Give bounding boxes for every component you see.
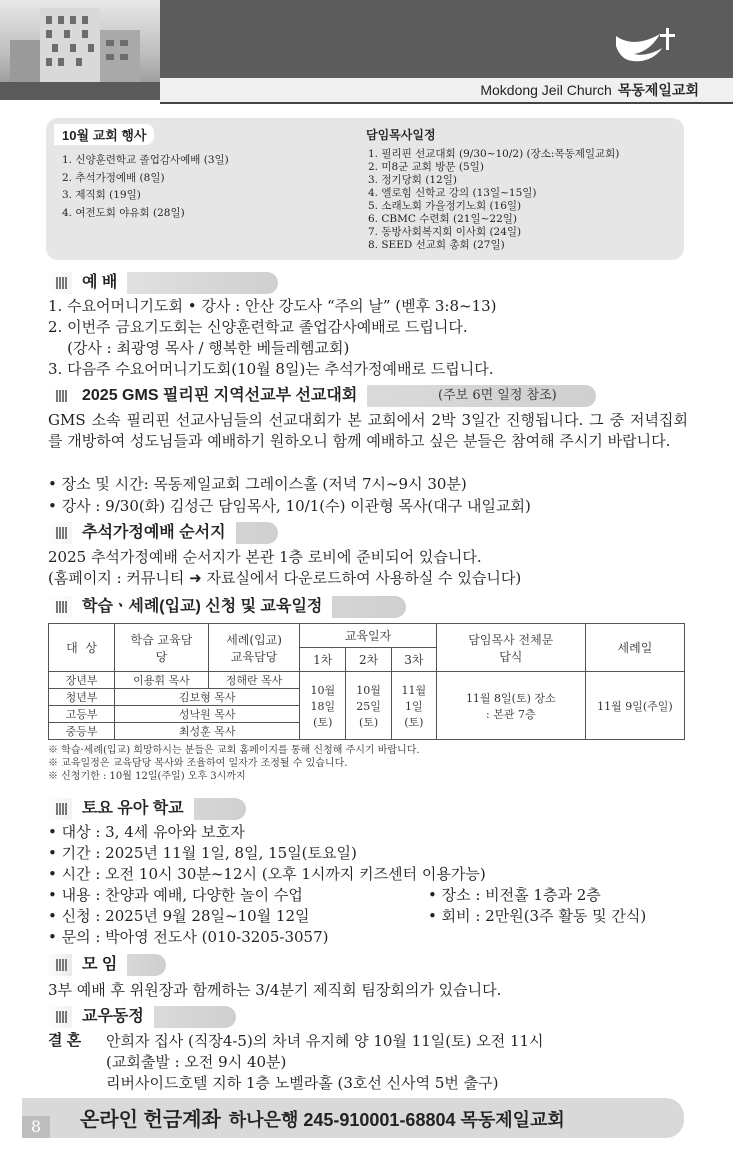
event-item: 4. 여전도회 야유회 (28일) (62, 206, 185, 219)
event-item: 1. 신양훈련학교 졸업감사예배 (3일) (62, 154, 229, 166)
events-box (46, 118, 684, 260)
section-title: 교우동정 (72, 1006, 154, 1028)
event-item: 2. 추석가정예배 (8일) (62, 171, 165, 184)
gms-bullet: • 장소 및 시간: 목동제일교회 그레이스홀 (저녁 7시~9시 30분) (48, 475, 467, 493)
gms-body: GMS 소속 필리핀 선교사님들의 선교대회가 본 교회에서 2박 3일간 진행됩니다. 그 중 저녁집회를 개방하여 성도님들과 예배하기 원하오니 함께 예배하고 싶은 분들은 참여해 주시기 바랍니다. (48, 411, 688, 450)
row-dept: 중등부 (49, 723, 115, 740)
section-title: 예 배 (72, 272, 127, 294)
gms-bullet: • 강사 : 9/30(화) 김성근 담임목사, 10/1(수) 이관형 목사(대구 내일교회) (48, 497, 531, 515)
section-bars-icon (56, 1011, 67, 1023)
church-name-en: Mokdong Jeil Church (480, 82, 612, 98)
offering-account-banner (22, 1098, 684, 1138)
header (0, 0, 733, 108)
col-exam: 담임목사 전체문답식 (436, 624, 585, 672)
schedule-item: 7. 동방사회복지회 이사회 (24일) (368, 226, 522, 238)
schedule-item: 4. 엘로힘 신학교 강의 (13일~15일) (368, 187, 537, 199)
news-line: 리버사이드호텔 지하 1층 노벨라홀 (3호선 신사역 5번 출구) (106, 1074, 499, 1092)
note-line: ※ 교육일정은 교육담당 목사와 조율하여 일자가 조정될 수 있습니다. (48, 758, 348, 769)
row-teacher: 김보형 목사 (115, 689, 300, 706)
col-study: 학습 교육담당 (115, 624, 209, 672)
page-number: 8 (22, 1116, 50, 1138)
worship-line: 3. 다음주 수요어머니기도회(10월 8일)는 추석가정예배로 드립니다. (48, 360, 494, 378)
col-ceremony: 세례일 (585, 624, 684, 672)
row-teacher: 성낙원 목사 (115, 706, 300, 723)
section-bars-icon (56, 277, 67, 289)
col-baptism: 세례(입교) 교육담당 (208, 624, 300, 672)
col-d3: 3차 (391, 648, 436, 672)
church-events-list (62, 152, 229, 222)
section-title: 추석가정예배 순서지 (72, 522, 236, 544)
education-table (48, 623, 685, 740)
worship-line: 2. 이번주 금요기도회는 신양훈련학교 졸업감사예배로 드립니다. (48, 318, 468, 336)
row-dept: 장년부 (49, 672, 115, 689)
kids-line: • 내용 : 찬양과 예배, 다양한 놀이 수업 (48, 886, 303, 904)
row-dept: 청년부 (49, 689, 115, 706)
kids-line: • 문의 : 박아영 전도사 (010-3205-3057) (48, 928, 329, 946)
pastor-schedule-list (368, 148, 619, 252)
kids-line: • 장소 : 비전홀 1층과 2층 (428, 886, 601, 904)
schedule-item: 3. 정기당회 (12일) (368, 174, 457, 186)
section-title: 토요 유아 학교 (72, 798, 194, 820)
kids-line: • 시간 : 오전 10시 30분~12시 (오후 1시까지 키즈센터 이용가능) (48, 865, 486, 883)
section-bars-icon (56, 601, 67, 613)
news-line: (교회출발 : 오전 9시 40분) (106, 1053, 287, 1071)
pastor-schedule-title: 담임목사일정 (366, 128, 436, 142)
col-d2: 2차 (346, 648, 392, 672)
row-dept: 고등부 (49, 706, 115, 723)
church-logo-icon (612, 22, 682, 66)
section-bars-icon (56, 527, 67, 539)
offering-account: 하나은행 245-910001-68804 목동제일교회 (228, 1110, 565, 1130)
schedule-item: 8. SEED 선교회 총회 (27일) (368, 239, 505, 251)
date-2: 10월 25일(토) (346, 672, 392, 740)
date-1: 10월 18일(토) (300, 672, 346, 740)
section-title: 2025 GMS 필리핀 지역선교부 선교대회 (72, 385, 367, 407)
row-baptism: 정해란 목사 (208, 672, 300, 689)
kids-line: • 신청 : 2025년 9월 28일~10월 12일 (48, 907, 310, 925)
exam-info: 11월 8일(토) 장소 : 본관 7층 (436, 672, 585, 740)
worship-heading (46, 272, 278, 294)
news-heading (46, 1006, 236, 1028)
section-bars-icon (56, 390, 67, 402)
meeting-body: 3부 예배 후 위원장과 함께하는 3/4분기 제직회 팀장회의가 있습니다. (48, 981, 502, 999)
note-line: ※ 학습·세례(입교) 희망하시는 분들은 교회 홈페이지를 통해 신청해 주시기 바랍니다. (48, 745, 420, 756)
chuseok-line: 2025 추석가정예배 순서지가 본관 1층 로비에 준비되어 있습니다. (48, 548, 482, 566)
church-name-ko: 목동제일교회 (617, 82, 699, 98)
event-item: 3. 제직회 (19일) (62, 189, 141, 201)
offering-label: 온라인 헌금계좌 (80, 1109, 221, 1131)
events-title: 10월 교회 행사 (54, 124, 154, 145)
date-3: 11월 1일(토) (391, 672, 436, 740)
chuseok-heading (46, 522, 278, 544)
church-name (480, 80, 699, 100)
schedule-item: 6. CBMC 수련회 (21일~22일) (368, 213, 517, 225)
kids-line: • 회비 : 2만원(3주 활동 및 간식) (428, 907, 647, 925)
worship-line: (강사 : 최광영 목사 / 행복한 베들레헴교회) (48, 339, 350, 357)
section-title: 학습ㆍ세례(입교) 신청 및 교육일정 (72, 596, 332, 618)
kids-line: • 대상 : 3, 4세 유아와 보호자 (48, 823, 245, 841)
section-note: (주보 6면 일정 참조) (438, 388, 557, 403)
section-bars-icon (56, 959, 67, 971)
col-dept: 대 상 (49, 624, 115, 672)
kids-school-heading (46, 798, 246, 820)
wedding-tag: 결 혼 (48, 1032, 82, 1049)
education-notes (48, 744, 420, 783)
news-line: 안희자 집사 (직장4-5)의 차녀 유지혜 양 10월 11일(토) 오전 11시 (106, 1032, 544, 1050)
col-d1: 1차 (300, 648, 346, 672)
schedule-item: 2. 미8군 교회 방문 (5일) (368, 161, 484, 173)
meeting-heading (46, 954, 166, 976)
section-bars-icon (56, 803, 67, 815)
col-dates: 교육일자 (300, 624, 436, 648)
row-study: 이용휘 목사 (115, 672, 209, 689)
gms-heading (46, 385, 596, 407)
section-title: 모 임 (72, 954, 127, 976)
schedule-item: 5. 소래노회 가을정기노회 (16일) (368, 200, 522, 212)
chuseok-line: (홈페이지 : 커뮤니티 ➜ 자료실에서 다운로드하여 사용하실 수 있습니다) (48, 569, 522, 587)
education-heading (46, 596, 406, 618)
ceremony-date: 11월 9일(주일) (585, 672, 684, 740)
kids-line: • 기간 : 2025년 11월 1일, 8일, 15일(토요일) (48, 844, 357, 862)
worship-line: 1. 수요어머니기도회 • 강사 : 안산 강도사 “주의 날” (벧후 3:8~13) (48, 297, 497, 315)
offering-account-text (80, 1103, 565, 1132)
schedule-item: 1. 필리핀 선교대회 (9/30~10/2) (장소:목동제일교회) (368, 148, 620, 160)
note-line: ※ 신청기한 : 10월 12일(주일) 오후 3시까지 (48, 771, 246, 782)
church-building-photo (0, 0, 160, 100)
row-teacher: 최성훈 목사 (115, 723, 300, 740)
